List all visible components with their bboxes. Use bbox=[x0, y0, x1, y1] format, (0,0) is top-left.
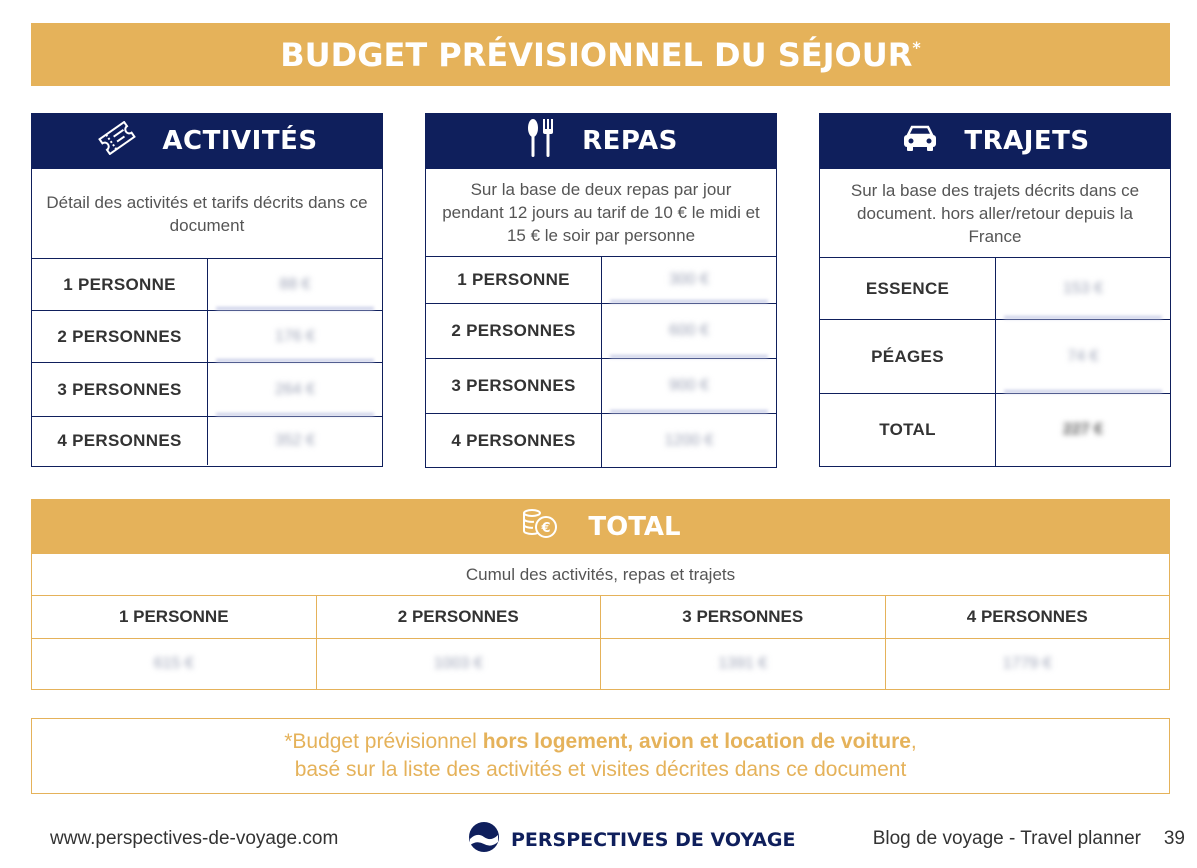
row-label: 2 PERSONNES bbox=[32, 311, 208, 362]
row-value: 264 € bbox=[274, 380, 316, 398]
row-label: 2 PERSONNES bbox=[426, 304, 602, 358]
note-line-2: basé sur la liste des activités et visites décrites dans ce document bbox=[294, 758, 907, 781]
row-value: 900 € bbox=[668, 377, 710, 394]
brand-logo-icon bbox=[467, 820, 501, 859]
note-emphasis: hors logement, avion et location de voiture bbox=[482, 730, 911, 753]
budget-note bbox=[31, 718, 1170, 794]
card-activites-description: Détail des activités et tarifs décrits dans ce document bbox=[32, 169, 382, 259]
row-label: 4 PERSONNES bbox=[426, 414, 602, 468]
card-repas-title: REPAS bbox=[582, 126, 678, 156]
coins-euro-icon bbox=[520, 506, 560, 547]
card-repas-header bbox=[425, 113, 777, 169]
row-label: TOTAL bbox=[820, 394, 996, 466]
table-row bbox=[426, 359, 776, 414]
card-trajets-description: Sur la base des trajets décrits dans ce document. hors aller/retour depuis la France bbox=[820, 169, 1170, 258]
table-row bbox=[426, 414, 776, 468]
total-table bbox=[32, 596, 1169, 689]
card-repas-description: Sur la base de deux repas par jour pendant 12 jours au tarif de 10 € le midi et 15 € le soir par personne bbox=[426, 169, 776, 257]
card-trajets bbox=[819, 113, 1171, 467]
total-column bbox=[601, 596, 886, 689]
row-value: 1200 € bbox=[664, 432, 714, 449]
column-header: 2 PERSONNES bbox=[317, 596, 601, 639]
svg-text:€: € bbox=[541, 521, 551, 536]
table-row bbox=[820, 320, 1170, 394]
row-label: 1 PERSONNE bbox=[32, 259, 208, 310]
row-label: ESSENCE bbox=[820, 258, 996, 319]
row-value: 227 € bbox=[1062, 421, 1104, 438]
card-activites bbox=[31, 113, 383, 467]
row-label: 1 PERSONNE bbox=[426, 257, 602, 303]
row-label: 3 PERSONNES bbox=[426, 359, 602, 413]
card-repas bbox=[425, 113, 777, 468]
table-row bbox=[32, 363, 382, 417]
column-value: 615 € bbox=[153, 655, 194, 672]
row-value: 74 € bbox=[1067, 347, 1099, 365]
total-column bbox=[32, 596, 317, 689]
note-prefix: *Budget prévisionnel bbox=[284, 730, 483, 753]
column-value: 1391 € bbox=[718, 655, 768, 672]
table-row bbox=[32, 417, 382, 465]
row-value: 600 € bbox=[668, 322, 710, 339]
total-description: Cumul des activités, repas et trajets bbox=[32, 554, 1169, 596]
table-row bbox=[32, 259, 382, 311]
column-header: 3 PERSONNES bbox=[601, 596, 885, 639]
footer-tagline: Blog de voyage - Travel planner bbox=[872, 828, 1141, 849]
card-activites-title: ACTIVITÉS bbox=[162, 126, 318, 156]
brand-name: PERSPECTIVES DE VOYAGE bbox=[511, 828, 796, 851]
page-title: BUDGET PRÉVISIONNEL DU SÉJOUR bbox=[280, 35, 913, 74]
row-label: PÉAGES bbox=[820, 320, 996, 393]
row-label: 4 PERSONNES bbox=[32, 417, 208, 465]
table-row bbox=[426, 304, 776, 359]
note-line-1 bbox=[284, 728, 917, 756]
title-asterisk: * bbox=[912, 38, 921, 57]
row-value: 153 € bbox=[1062, 279, 1104, 297]
total-section bbox=[31, 499, 1170, 690]
car-icon bbox=[900, 121, 940, 162]
total-column bbox=[317, 596, 602, 689]
column-value: 1003 € bbox=[433, 655, 483, 672]
footer-website[interactable]: www.perspectives-de-voyage.com bbox=[50, 828, 339, 849]
note-suffix: , bbox=[910, 730, 917, 753]
row-value: 300 € bbox=[668, 271, 710, 288]
column-header: 4 PERSONNES bbox=[886, 596, 1170, 639]
card-activites-header bbox=[31, 113, 383, 169]
total-header bbox=[31, 499, 1170, 554]
row-value: 88 € bbox=[279, 275, 311, 293]
ticket-icon bbox=[96, 121, 138, 162]
table-row bbox=[820, 394, 1170, 466]
page-number: 39 bbox=[1163, 828, 1185, 849]
column-header: 1 PERSONNE bbox=[32, 596, 316, 639]
total-title: TOTAL bbox=[588, 511, 681, 542]
footer-brand bbox=[467, 820, 796, 859]
card-trajets-title: TRAJETS bbox=[964, 126, 1090, 156]
row-value: 176 € bbox=[274, 327, 316, 345]
page-title-banner bbox=[31, 23, 1170, 86]
table-row bbox=[820, 258, 1170, 320]
column-value: 1779 € bbox=[1002, 655, 1052, 672]
row-value: 352 € bbox=[274, 432, 316, 449]
table-row bbox=[426, 257, 776, 304]
table-row bbox=[32, 311, 382, 363]
card-trajets-header bbox=[819, 113, 1171, 169]
cutlery-icon bbox=[524, 117, 558, 166]
row-label: 3 PERSONNES bbox=[32, 363, 208, 416]
total-column bbox=[886, 596, 1170, 689]
